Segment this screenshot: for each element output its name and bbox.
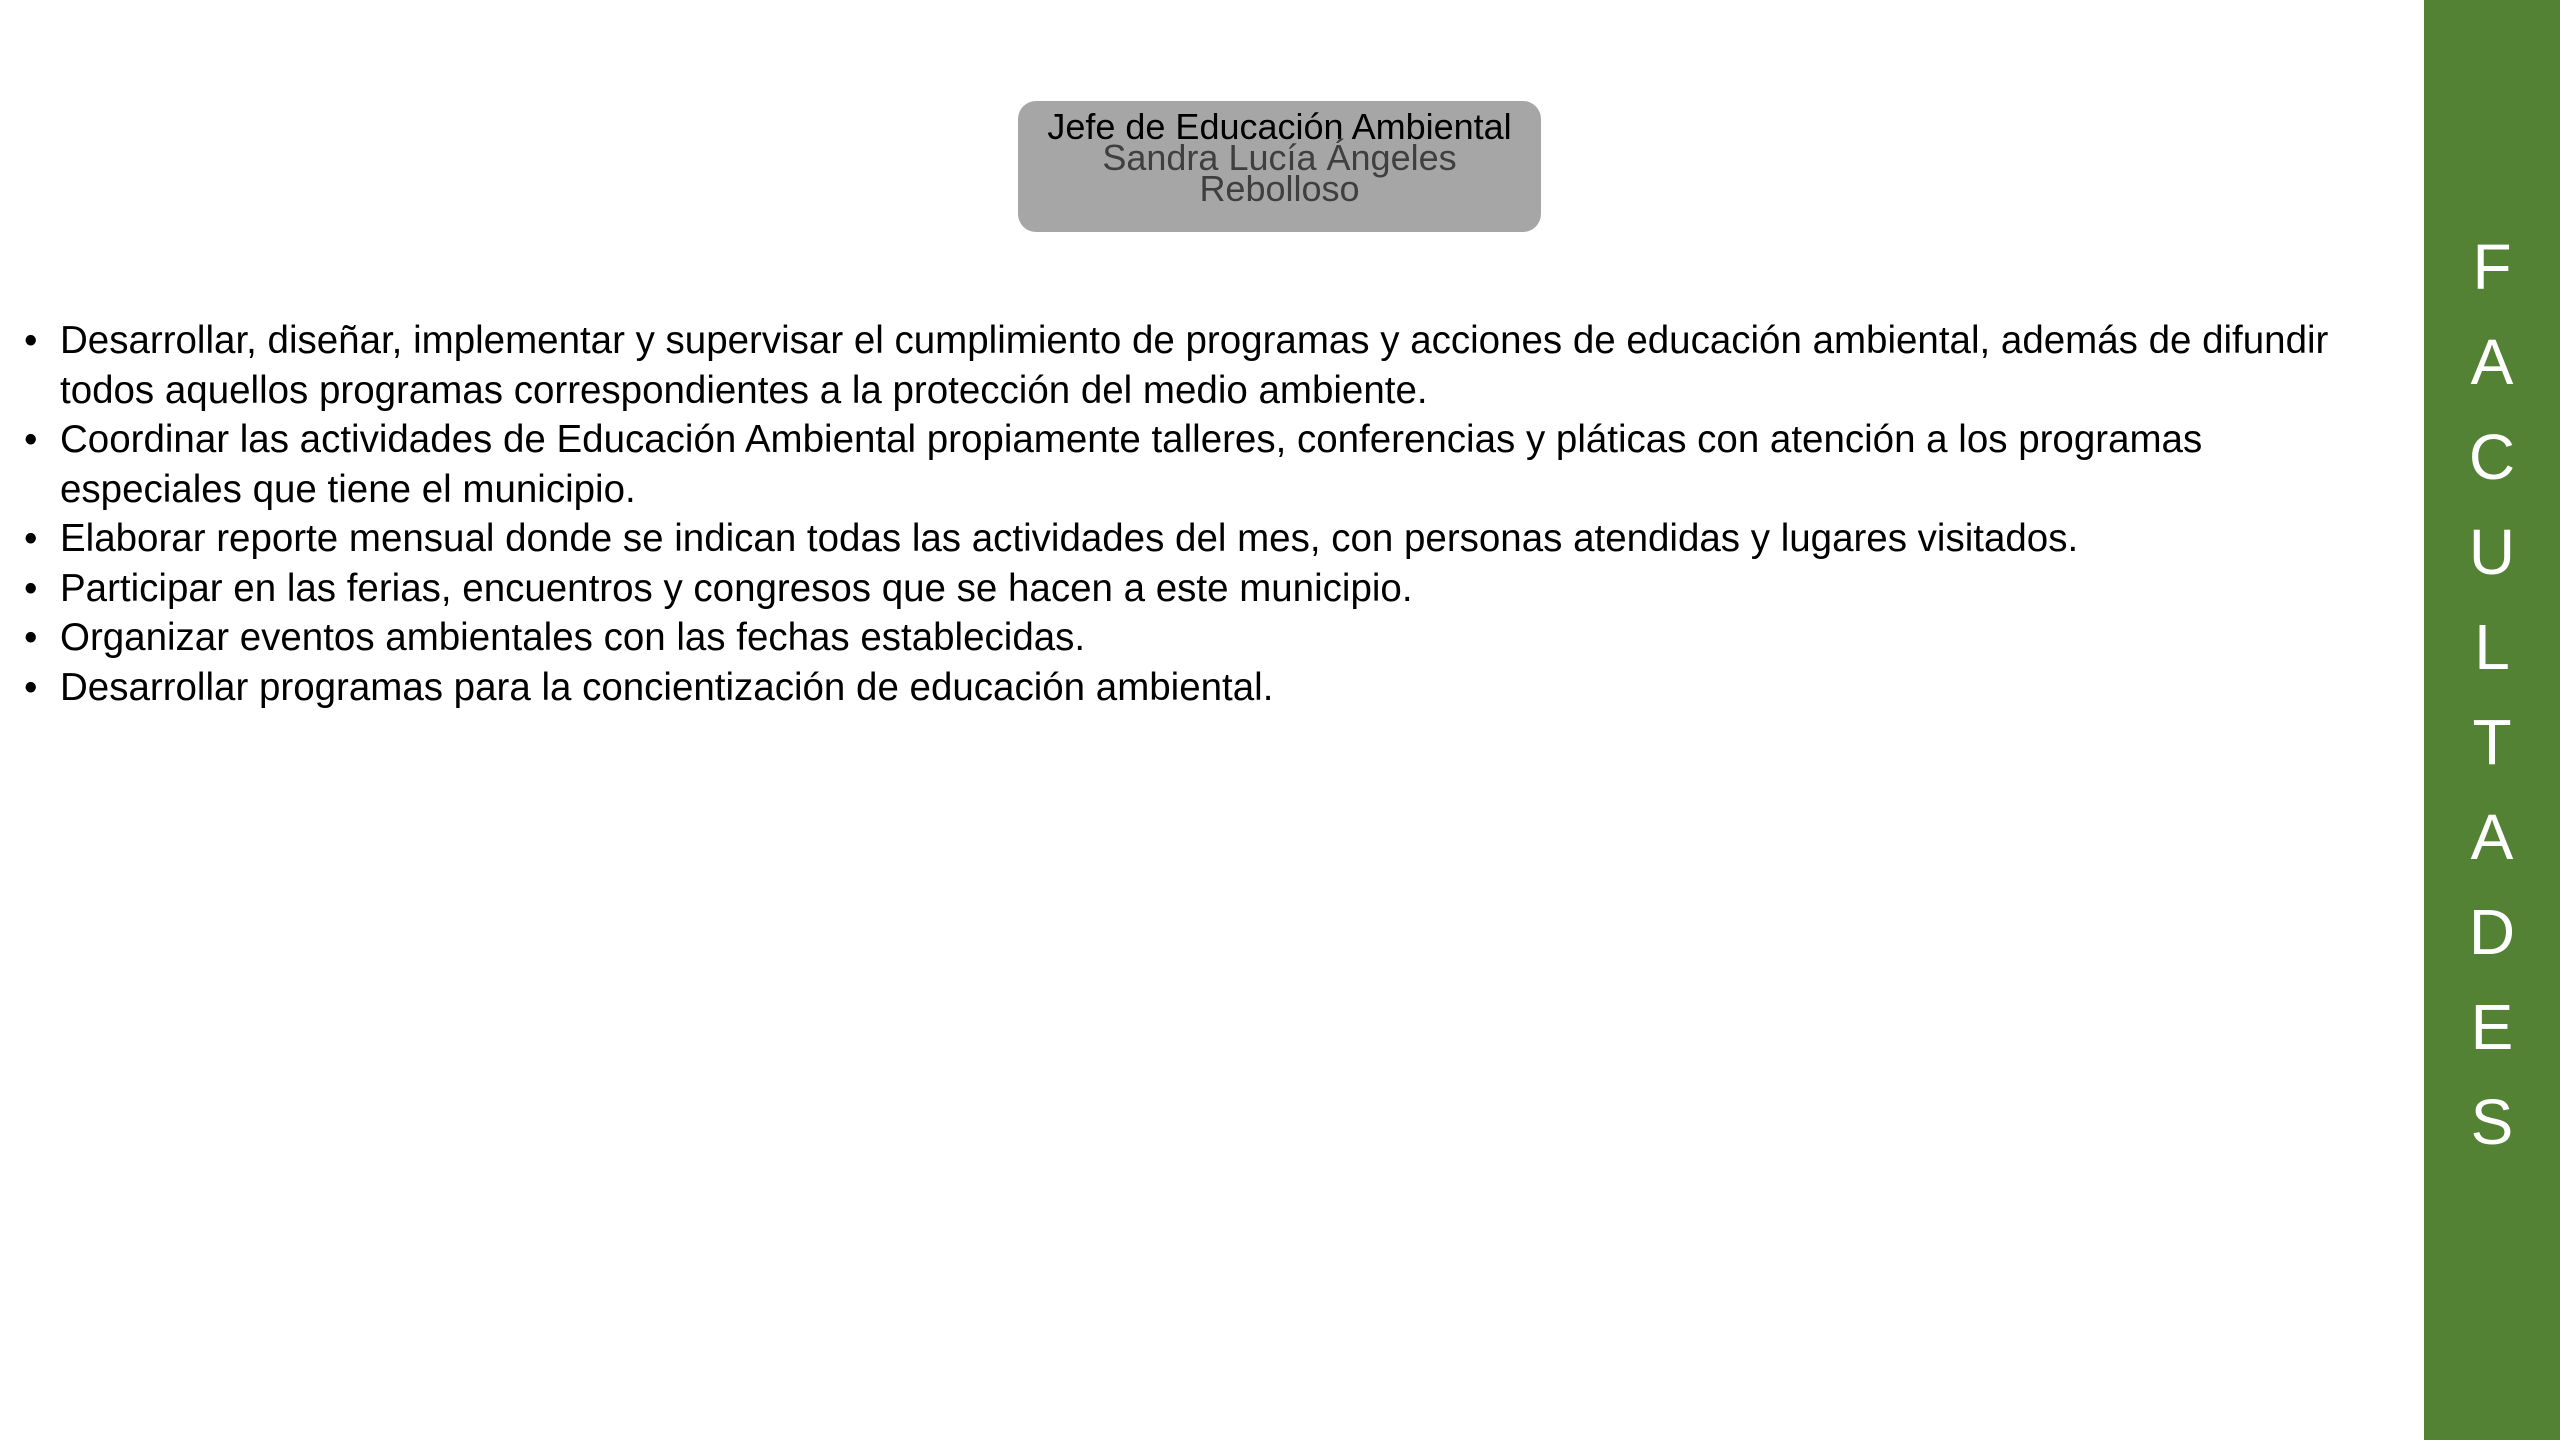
duty-text: Organizar eventos ambientales con las fechas establecidas.: [60, 616, 1086, 659]
duty-item: [22, 415, 2332, 514]
sidebar-letter: A: [2470, 326, 2514, 398]
duty-item: [22, 663, 2332, 713]
bullet-icon: •: [24, 418, 38, 461]
bullet-icon: •: [24, 566, 38, 610]
person-name-line-2: Rebolloso: [1199, 168, 1360, 209]
sidebar-letter: S: [2470, 1086, 2514, 1158]
bullet-icon: •: [24, 517, 38, 560]
sidebar-letter: E: [2470, 991, 2514, 1063]
sidebar-letter: D: [2468, 896, 2516, 968]
duty-text: Elaborar reporte mensual donde se indican todas las actividades del mes, con personas atendidas y lugares visitados.: [60, 517, 2079, 560]
sidebar-letter: L: [2474, 611, 2510, 683]
duty-item: [22, 514, 2332, 564]
role-title-box: [1018, 101, 1541, 232]
duty-text: Desarrollar programas para la concientización de educación ambiental.: [60, 665, 1274, 709]
sidebar-letter: C: [2468, 421, 2516, 493]
facultades-vertical-label: [2424, 220, 2560, 1170]
duty-item: [22, 316, 2332, 415]
duty-text: Participar en las ferias, encuentros y congresos que se hacen a este municipio.: [60, 566, 1413, 610]
facultades-sidebar: [2424, 0, 2560, 1440]
person-name-line-1: Sandra Lucía Ángeles: [1102, 137, 1457, 178]
sidebar-letter: U: [2468, 516, 2516, 588]
duty-item: [22, 613, 2332, 663]
role-title: Jefe de Educación Ambiental: [1047, 106, 1512, 147]
duties-list: [22, 316, 2332, 712]
bullet-icon: •: [24, 665, 38, 709]
bullet-icon: •: [24, 319, 38, 362]
duty-item: [22, 564, 2332, 614]
sidebar-letter: F: [2472, 231, 2512, 303]
duty-text: Desarrollar, diseñar, implementar y supervisar el cumplimiento de programas y acciones de educación ambiental, además de difundir todos aquellos programas correspondientes a la protección del medio ambiente.: [60, 319, 2329, 412]
sidebar-letter: A: [2470, 801, 2514, 873]
sidebar-letter: T: [2472, 706, 2512, 778]
bullet-icon: •: [24, 616, 38, 659]
duty-text: Coordinar las actividades de Educación Ambiental propiamente talleres, conferencias y pláticas con atención a los programas especiales que tiene el municipio.: [60, 418, 2203, 511]
